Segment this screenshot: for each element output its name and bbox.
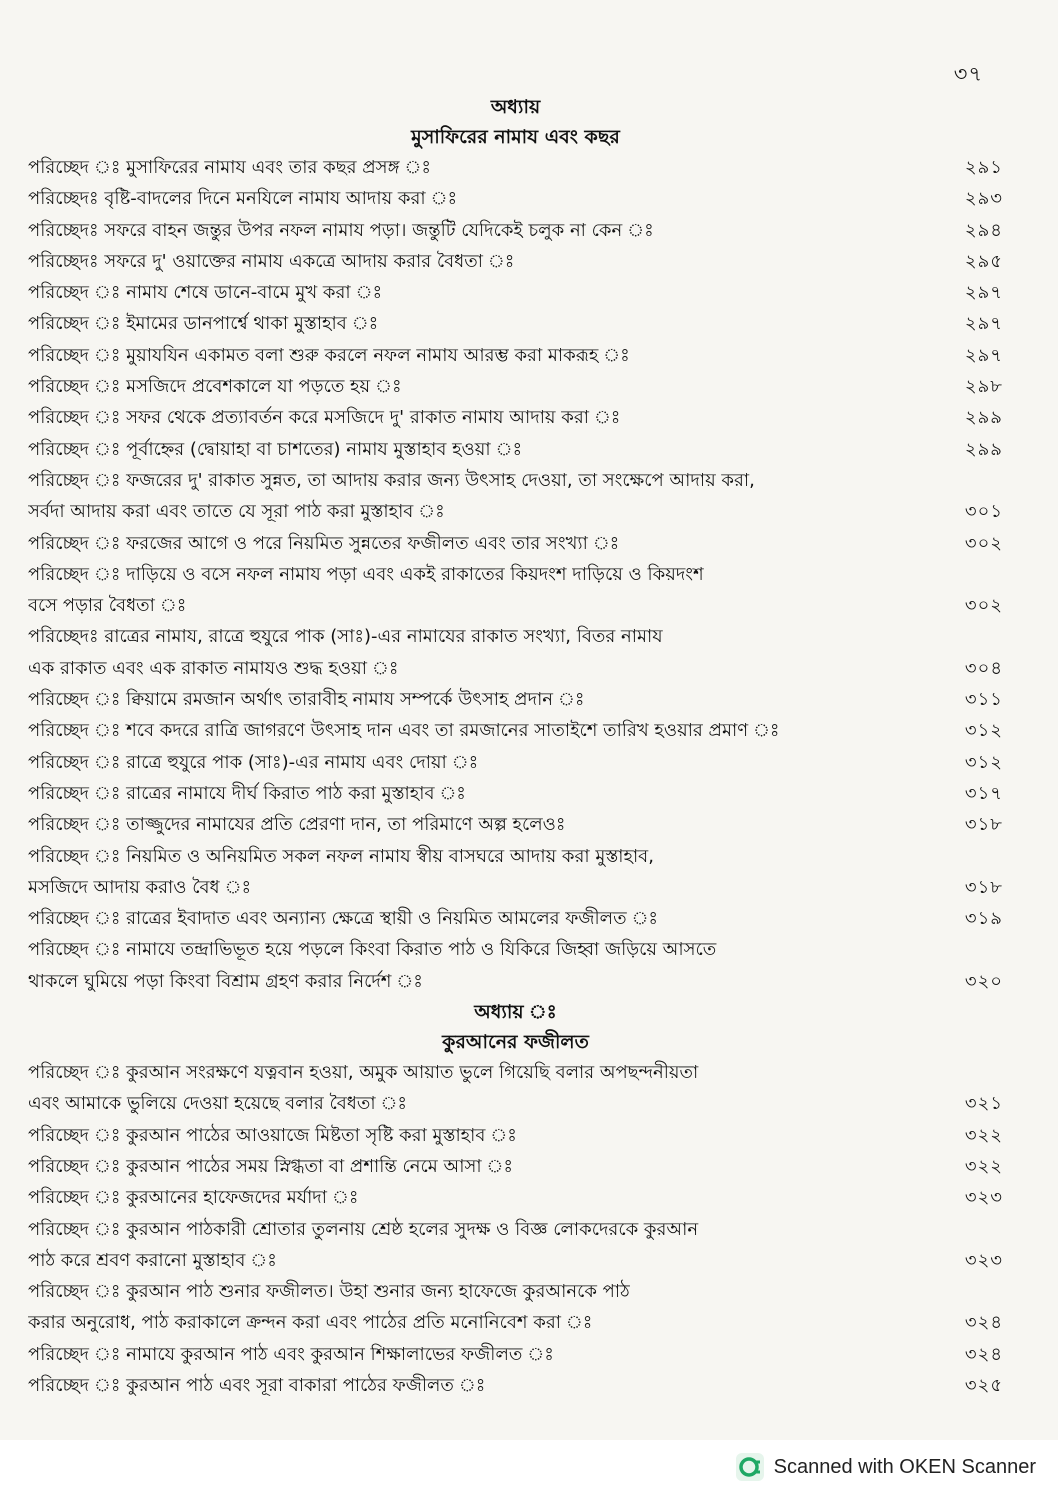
- entry-text: পরিচ্ছেদ ঃ নিয়মিত ও অনিয়মিত সকল নফল নামায স্বীয় বাসঘরে আদায় করা মুস্তাহাব,: [28, 845, 654, 867]
- entry-text: পরিচ্ছেদ ঃ নামায শেষে ডানে-বামে মুখ করা ঃ: [28, 282, 383, 304]
- entry-page-number: ২৯৪: [964, 219, 1003, 241]
- entry-text: পরিচ্ছেদঃ সফরে দু' ওয়াক্তের নামায একত্রে আদায় করার বৈধতা ঃ: [28, 250, 515, 272]
- entry-page-number: ২৯৭: [964, 344, 1003, 366]
- entry-text: পরিচ্ছেদ ঃ নামাযে কুরআন পাঠ এবং কুরআন শিক্ষালাভের ফজীলত ঃ: [28, 1343, 554, 1365]
- entry-text: পরিচ্ছেদ ঃ কুরআন পাঠ এবং সূরা বাকারা পাঠের ফজীলত ঃ: [28, 1374, 486, 1396]
- entry-page-number: ২৯৯: [964, 438, 1003, 460]
- entry-text: পরিচ্ছেদ ঃ ইমামের ডানপার্শ্বে থাকা মুস্তাহাব ঃ: [28, 313, 379, 335]
- table-of-contents: [28, 92, 1003, 1401]
- entry-text: পরিচ্ছেদ ঃ কুরআন পাঠের সময় স্নিগ্ধতা বা প্রশান্তি নেমে আসা ঃ: [28, 1155, 514, 1177]
- entry-text: পরিচ্ছেদ ঃ সফর থেকে প্রত্যাবর্তন করে মসজিদে দু' রাকাত নামায আদায় করা ঃ: [28, 407, 621, 429]
- entry-page-number: ৩০৪: [964, 657, 1003, 679]
- entry-text: পরিচ্ছেদ ঃ কুরআন পাঠের আওয়াজে মিষ্টতা সৃষ্টি করা মুস্তাহাব ঃ: [28, 1124, 517, 1146]
- chapter-label: অধ্যায়: [490, 96, 541, 118]
- entry-page-number: ৩২৩: [964, 1187, 1003, 1209]
- entry-text: পরিচ্ছেদ ঃ কুরআনের হাফেজদের মর্যাদা ঃ: [28, 1187, 359, 1209]
- toc-entry-line: [28, 528, 1003, 559]
- toc-entry-line: [28, 496, 1003, 527]
- entry-text: পরিচ্ছেদ ঃ ফরজের আগে ও পরে নিয়মিত সুন্নতের ফজীলত এবং তার সংখ্যা ঃ: [28, 532, 620, 554]
- toc-entry-line: [28, 152, 1003, 183]
- entry-text: পরিচ্ছেদ ঃ কুরআন পাঠ শুনার ফজীলত। উহা শুনার জন্য হাফেজে কুরআনকে পাঠ: [28, 1281, 630, 1303]
- entry-page-number: ৩২৫: [964, 1374, 1003, 1396]
- toc-entry-line: [28, 1307, 1003, 1338]
- chapter-label: অধ্যায় ঃ: [474, 1001, 557, 1024]
- entry-text: সর্বদা আদায় করা এবং তাতে যে সূরা পাঠ করা মুস্তাহাব ঃ: [28, 501, 445, 523]
- entry-page-number: ৩১২: [964, 720, 1003, 742]
- toc-entry-line: [28, 1182, 1003, 1213]
- entry-text: পরিচ্ছেদ ঃ রাত্রের ইবাদাত এবং অন্যান্য ক্ষেত্রে স্থায়ী ও নিয়মিত আমলের ফজীলত ঃ: [28, 908, 659, 930]
- entry-page-number: ৩২২: [964, 1155, 1003, 1177]
- entry-page-number: ৩২০: [964, 970, 1003, 992]
- entry-page-number: ৩২৪: [964, 1312, 1003, 1334]
- toc-entry-line: [28, 966, 1003, 997]
- entry-text: থাকলে ঘুমিয়ে পড়া কিংবা বিশ্রাম গ্রহণ করার নির্দেশ ঃ: [28, 970, 423, 992]
- entry-page-number: ২৯৯: [964, 407, 1003, 429]
- entry-text: পরিচ্ছেদ ঃ দাড়িয়ে ও বসে নফল নামায পড়া এবং একই রাকাতের কিয়দংশ দাড়িয়ে ও কিয়দংশ: [28, 563, 704, 585]
- toc-entry-line: [28, 621, 1003, 652]
- toc-entry-line: [28, 934, 1003, 965]
- toc-entry-line: [28, 841, 1003, 872]
- entry-text: পরিচ্ছেদ ঃ কুরআন পাঠকারী শ্রোতার তুলনায় শ্রেষ্ঠ হলের সুদক্ষ ও বিজ্ঞ লোকদেরকে কুরআন: [28, 1218, 699, 1240]
- entry-text: পরিচ্ছেদ ঃ মুসাফিরের নামায এবং তার কছর প্রসঙ্গ ঃ: [28, 157, 431, 178]
- entry-page-number: ৩১১: [964, 689, 1003, 711]
- toc-entry-line: [28, 215, 1003, 246]
- entry-text: পরিচ্ছেদ ঃ ফজরের দু' রাকাত সুন্নত, তা আদায় করার জন্য উৎসাহ দেওয়া, তা সংক্ষেপে আদায় করা,: [28, 469, 755, 491]
- toc-entry-line: [28, 371, 1003, 402]
- entry-text: পরিচ্ছেদ ঃ ক্বিয়ামে রমজান অর্থাৎ তারাবীহ নামায সম্পর্কে উৎসাহ প্রদান ঃ: [28, 689, 585, 711]
- chapter-title: কুরআনের ফজীলত: [442, 1031, 589, 1054]
- toc-entry-line: [28, 277, 1003, 308]
- entry-page-number: ৩০১: [964, 501, 1003, 523]
- entry-page-number: ৩১৮: [964, 876, 1003, 898]
- entry-page-number: ২৯৫: [964, 250, 1003, 272]
- entry-page-number: ৩২১: [964, 1093, 1003, 1115]
- entry-text: পরিচ্ছেদ ঃ শবে কদরে রাত্রি জাগরণে উৎসাহ দান এবং তা রমজানের সাতাইশে তারিখ হওয়ার প্রমাণ ঃ: [28, 720, 780, 742]
- scanner-badge: [736, 1452, 1036, 1482]
- toc-entry-line: [28, 434, 1003, 465]
- footer: [0, 1440, 1058, 1497]
- toc-entry-line: [28, 872, 1003, 903]
- entry-page-number: ২৯৩: [964, 188, 1003, 210]
- toc-entry-line: [28, 1088, 1003, 1119]
- entry-text: পরিচ্ছেদ ঃ নামাযে তন্দ্রাভিভূত হয়ে পড়লে কিংবা কিরাত পাঠ ও যিকিরে জিহ্বা জড়িয়ে আসতে: [28, 939, 717, 961]
- entry-page-number: ৩০২: [964, 532, 1003, 554]
- entry-page-number: ৩১৯: [964, 908, 1003, 930]
- entry-page-number: ৩২৪: [964, 1343, 1003, 1365]
- entry-text: বসে পড়ার বৈধতা ঃ: [28, 595, 187, 617]
- entry-text: পরিচ্ছেদঃ বৃষ্টি-বাদলের দিনে মনযিলে নামায আদায় করা ঃ: [28, 188, 458, 210]
- entry-text: পরিচ্ছেদ ঃ রাত্রের নামাযে দীর্ঘ কিরাত পাঠ করা মুস্তাহাব ঃ: [28, 782, 466, 804]
- entry-page-number: ২৯৭: [964, 313, 1003, 335]
- toc-entry-line: [28, 1245, 1003, 1276]
- toc-entry-line: [28, 1339, 1003, 1370]
- entry-text: পরিচ্ছেদ ঃ মসজিদে প্রবেশকালে যা পড়তে হয় ঃ: [28, 376, 402, 398]
- entry-page-number: ৩১৭: [964, 782, 1003, 804]
- entry-text: এবং আমাকে ভুলিয়ে দেওয়া হয়েছে বলার বৈধতা ঃ: [28, 1093, 407, 1115]
- chapter-title: মুসাফিরের নামায এবং কছর: [411, 126, 620, 148]
- toc-entry-line: [28, 1120, 1003, 1151]
- entry-page-number: ৩২২: [964, 1124, 1003, 1146]
- entry-page-number: ৩০২: [964, 595, 1003, 617]
- toc-entry-line: [28, 340, 1003, 371]
- toc-entry-line: [28, 559, 1003, 590]
- toc-entry-line: [28, 1214, 1003, 1245]
- entry-page-number: ৩২৩: [964, 1249, 1003, 1271]
- toc-entry-line: [28, 308, 1003, 339]
- entry-page-number: ২৯১: [964, 157, 1003, 178]
- oken-scanner-logo-icon: [736, 1453, 764, 1481]
- toc-entry-line: [28, 590, 1003, 621]
- entry-page-number: ২৯৮: [964, 376, 1003, 398]
- toc-entry-line: [28, 778, 1003, 809]
- toc-entry-line: [28, 183, 1003, 214]
- entry-page-number: ৩১৮: [964, 814, 1003, 836]
- toc-entry-line: [28, 684, 1003, 715]
- toc-entry-line: [28, 1057, 1003, 1088]
- toc-entry-line: [28, 1276, 1003, 1307]
- toc-entry-line: [28, 715, 1003, 746]
- entry-text: পরিচ্ছেদ ঃ পূর্বাহ্নের (দ্বোয়াহা বা চাশতের) নামায মুস্তাহাব হওয়া ঃ: [28, 438, 523, 460]
- entry-page-number: ৩১২: [964, 751, 1003, 773]
- toc-entry-line: [28, 246, 1003, 277]
- entry-text: পরিচ্ছেদঃ রাত্রের নামায, রাত্রে হুযুরে পাক (সাঃ)-এর নামাযের রাকাত সংখ্যা, বিতর নামায: [28, 626, 663, 648]
- entry-text: পরিচ্ছেদঃ সফরে বাহন জন্তুর উপর নফল নামায পড়া। জন্তুটি যেদিকেই চলুক না কেন ঃ: [28, 219, 654, 241]
- toc-entry-line: [28, 809, 1003, 840]
- toc-entry-line: [28, 402, 1003, 433]
- toc-entry-line: [28, 747, 1003, 778]
- toc-entry-line: [28, 1151, 1003, 1182]
- scanner-badge-text: Scanned with OKEN Scanner: [773, 1455, 1036, 1478]
- entry-text: পাঠ করে শ্রবণ করানো মুস্তাহাব ঃ: [28, 1249, 277, 1271]
- toc-entry-line: [28, 903, 1003, 934]
- entry-text: পরিচ্ছেদ ঃ রাত্রে হুযুরে পাক (সাঃ)-এর নামায এবং দোয়া ঃ: [28, 751, 479, 773]
- toc-entry-line: [28, 465, 1003, 496]
- entry-text: মসজিদে আদায় করাও বৈধ ঃ: [28, 876, 252, 898]
- entry-page-number: ২৯৭: [964, 282, 1003, 304]
- page-number: ৩৭: [953, 62, 983, 86]
- entry-text: এক রাকাত এবং এক রাকাত নামাযও শুদ্ধ হওয়া ঃ: [28, 657, 399, 679]
- entry-text: পরিচ্ছেদ ঃ মুয়াযযিন একামত বলা শুরু করলে নফল নামায আরম্ভ করা মাকরূহ ঃ: [28, 344, 630, 366]
- entry-text: পরিচ্ছেদ ঃ কুরআন সংরক্ষণে যত্নবান হওয়া, অমুক আয়াত ভুলে গিয়েছি বলার অপছন্দনীয়তা: [28, 1062, 699, 1084]
- entry-text: পরিচ্ছেদ ঃ তাজ্জুদের নামাযের প্রতি প্রেরণা দান, তা পরিমাণে অল্প হলেওঃ: [28, 814, 566, 836]
- entry-text: করার অনুরোধ, পাঠ করাকালে ক্রন্দন করা এবং পাঠের প্রতি মনোনিবেশ করা ঃ: [28, 1312, 593, 1334]
- toc-entry-line: [28, 1370, 1003, 1401]
- toc-entry-line: [28, 653, 1003, 684]
